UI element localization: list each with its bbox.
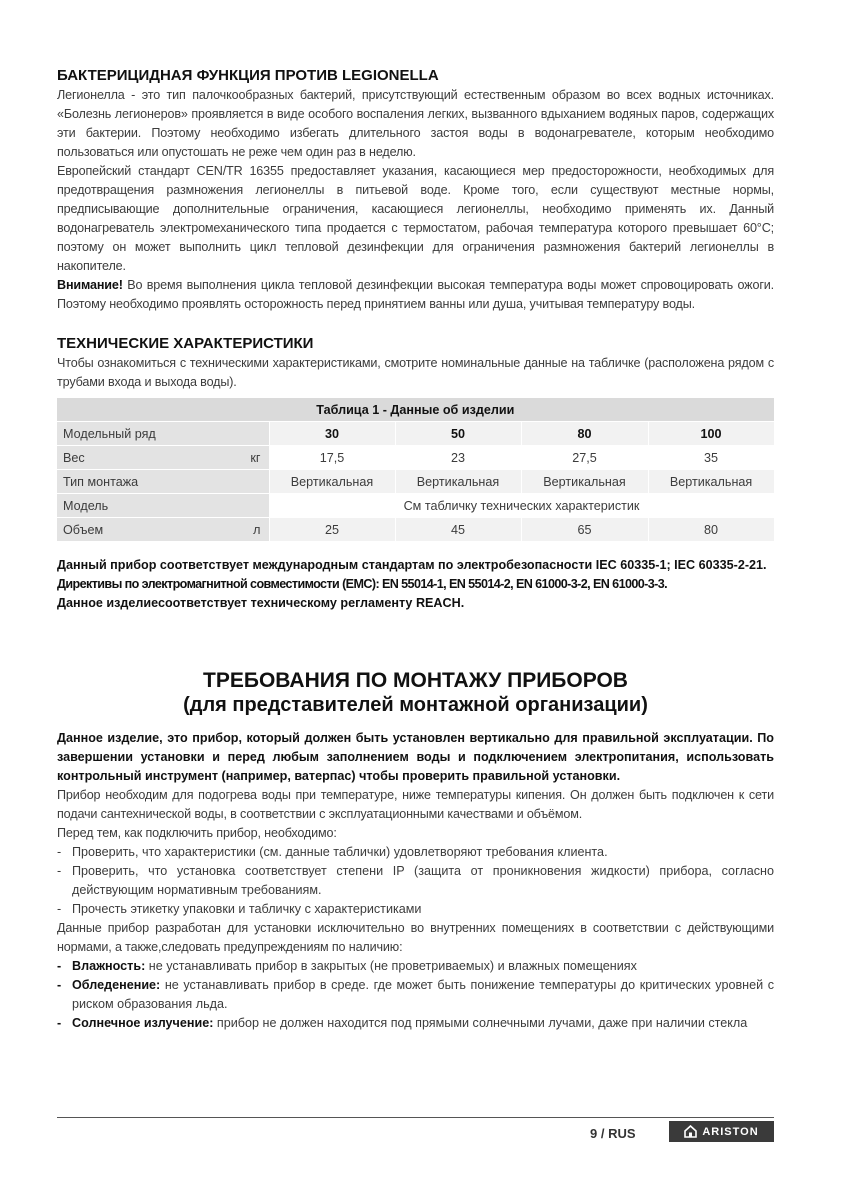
- table-row-model-range: [57, 422, 774, 446]
- table-cell: 30: [269, 422, 395, 446]
- legionella-heading: БАКТЕРИЦИДНАЯ ФУНКЦИЯ ПРОТИВ LEGIONELLA: [57, 67, 439, 84]
- warning-label: Внимание!: [57, 278, 123, 292]
- install-bold-intro: Данное изделие, это прибор, который должен быть установлен вертикально для правильной эксплуатации. По завершении установки и перед любым заполнением воды и подключением электропитания, использовать контрольный инструмент (например, ватерпас) чтобы проверить правильной установки.: [57, 731, 774, 783]
- list-item: - Проверить, что установка соответствует степени IP (защита от проникновения жидкости) прибора, согласно действующим нормативным требованиям.: [57, 862, 774, 900]
- row-label: Объем л: [57, 518, 269, 542]
- list-item: - Влажность: не устанавливать прибор в закрытых (не проветриваемых) и влажных помещениях: [57, 957, 774, 976]
- table-caption: Таблица 1 - Данные об изделии: [57, 398, 774, 422]
- table-cell: 23: [395, 446, 521, 470]
- list-item: - Солнечное излучение: прибор не должен находится под прямыми солнечными лучами, даже при наличии стекла: [57, 1014, 774, 1033]
- document-page: [57, 66, 774, 1033]
- table-cell: 100: [648, 422, 774, 446]
- list-item: - Обледенение: не устанавливать прибор в среде. где может быть понижение температуры до критических уровней с риском образования льда.: [57, 976, 774, 1014]
- table-cell: 35: [648, 446, 774, 470]
- brand-name: ARISTON: [702, 1125, 759, 1138]
- unit-label: л: [253, 523, 261, 537]
- table-cell: Вертикальная: [395, 470, 521, 494]
- row-label: Модельный ряд: [57, 422, 269, 446]
- table-cell: 80: [521, 422, 648, 446]
- install-paragraph-2: Перед тем, как подключить прибор, необходимо:: [57, 826, 337, 840]
- product-data-table: [57, 398, 775, 542]
- row-label: Вес кг: [57, 446, 269, 470]
- compliance-block: [57, 556, 774, 613]
- tech-heading: ТЕХНИЧЕСКИЕ ХАРАКТЕРИСТИКИ: [57, 335, 314, 352]
- compliance-iec: Данный прибор соответствует международным стандартам по электробезопасности IEC 60335-1; IEC 60335-2-21.: [57, 558, 767, 572]
- table-cell: 17,5: [269, 446, 395, 470]
- compliance-reach: Данное изделиесоответствует техническому регламенту REACH.: [57, 596, 465, 610]
- compliance-emc: Директивы по электромагнитной совместимости (EMC): EN 55014-1, EN 55014-2, EN 61000-3-2, EN 61000-3-3.: [57, 577, 668, 591]
- install-check-list: [57, 843, 774, 919]
- table-cell: 27,5: [521, 446, 648, 470]
- install-paragraph-3: Данные прибор разработан для установки исключительно во внутренних помещениях в соответствии с действующими нормами, а также,следовать предупреждениям по наличию:: [57, 921, 774, 954]
- row-label: Модель: [57, 494, 269, 518]
- table-cell: 80: [648, 518, 774, 542]
- table-row-mounting: [57, 470, 774, 494]
- table-cell: 65: [521, 518, 648, 542]
- table-row-volume: [57, 518, 774, 542]
- table-row-model: [57, 494, 774, 518]
- table-cell: Вертикальная: [648, 470, 774, 494]
- row-label: Тип монтажа: [57, 470, 269, 494]
- ariston-logo: [669, 1121, 774, 1142]
- table-cell: Вертикальная: [269, 470, 395, 494]
- footer-divider: [57, 1117, 774, 1118]
- table-cell: 50: [395, 422, 521, 446]
- house-icon: [684, 1125, 697, 1138]
- list-item: - Прочесть этикетку упаковки и табличку с характеристиками: [57, 900, 774, 919]
- table-cell-merged: См табличку технических характеристик: [269, 494, 774, 518]
- install-title: ТРЕБОВАНИЯ ПО МОНТАЖУ ПРИБОРОВ: [203, 669, 628, 692]
- tech-intro: Чтобы ознакомиться с техническими характеристиками, смотрите номинальные данные на табличке (расположена рядом с трубами входа и выхода воды).: [57, 356, 774, 389]
- table-cell: Вертикальная: [521, 470, 648, 494]
- install-subtitle: (для представителей монтажной организации): [183, 694, 648, 716]
- unit-label: кг: [250, 451, 261, 465]
- legionella-paragraph-1: Легионелла - это тип палочкообразных бактерий, присутствующий естественным образом во всех водных источниках. «Болезнь легионеров» проявляется в виде особого воспаления легких, вызванного вдыханием водяных паров, содержащих эти бактерии. Поэтому необходимо избегать длительного застоя воды в водонагревателе, которым необходимо пользоваться или опустошать не реже чем один раз в неделю.: [57, 88, 774, 159]
- table-row-weight: [57, 446, 774, 470]
- install-paragraph-1: Прибор необходим для подогрева воды при температуре, ниже температуры кипения. Он должен быть подключен к сети подачи сантехнической воды, в соответствии с эксплуатационными качествами и объёмом.: [57, 788, 774, 821]
- legionella-warning: [57, 276, 774, 314]
- list-item: - Проверить, что характеристики (см. данные таблички) удовлетворяют требования клиента.: [57, 843, 774, 862]
- warning-text: Во время выполнения цикла тепловой дезинфекции высокая температура воды может спровоцировать ожоги. Поэтому необходимо проявлять осторожность перед принятием ванны или душа, учитывая температуру воды.: [57, 278, 774, 311]
- install-warning-list: [57, 957, 774, 1033]
- table-cell: 25: [269, 518, 395, 542]
- table-cell: 45: [395, 518, 521, 542]
- table-caption-row: [57, 398, 774, 422]
- page-number: 9 / RUS: [590, 1126, 636, 1141]
- legionella-paragraph-2: Европейский стандарт CEN/TR 16355 предоставляет указания, касающиеся мер предосторожности, необходимых для предотвращения размножения легионеллы в питьевой воде. Кроме того, если существуют местные нормы, предписывающие дополнительные ограничения, касающиеся легионеллы, необходимо применять их. Данный водонагреватель электромеханического типа продается с термостатом, рабочая температура которого превышает 60°C; поэтому он может выполнить цикл тепловой дезинфекции для ограничения размножения бактерий легионеллы в накопителе.: [57, 164, 774, 273]
